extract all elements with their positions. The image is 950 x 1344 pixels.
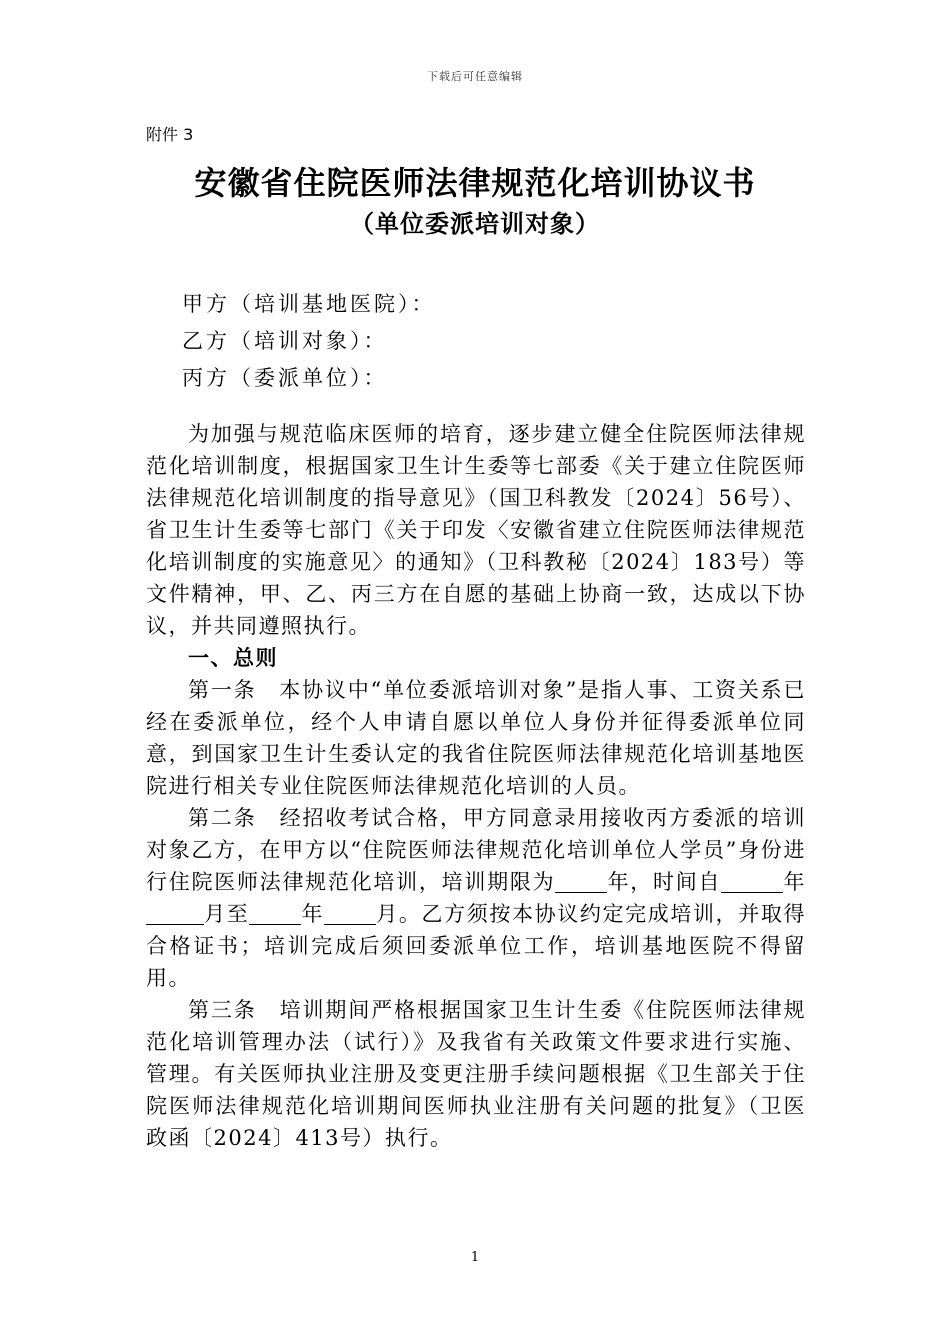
party-a-line: 甲方（培训基地医院）：	[182, 292, 436, 316]
party-b-line: 乙方（培训对象）：	[182, 329, 388, 353]
training-years-blank[interactable]	[555, 870, 607, 893]
article-2	[146, 802, 806, 994]
section-heading-general: 一、总则	[188, 646, 278, 670]
start-year-blank[interactable]	[721, 870, 783, 893]
start-month-blank[interactable]	[146, 902, 204, 925]
party-c-line: 丙方（委派单位）：	[182, 366, 388, 390]
intro-paragraph: 为加强与规范临床医师的培育，逐步建立健全住院医师法律规范化培训制度，根据国家卫生计生委等七部委《关于建立住院医师法律规范化培训制度的指导意见》（国卫科教发〔2024〕56号）、省卫生计生委等七部门《关于印发〈安徽省建立住院医师法律规范化培训制度的实施意见〉的通知》（卫科教秘〔2024〕183号）等文件精神，甲、乙、丙三方在自愿的基础上协商一致，达成以下协议，并共同遵照执行。	[146, 422, 806, 638]
document-subtitle: （单位委派培训对象）	[350, 209, 600, 238]
page-number: 1	[470, 1250, 480, 1265]
article-1: 第一条 本协议中“单位委派培训对象”是指人事、工资关系已经在委派单位，经个人申请自愿以单位人身份并征得委派单位同意，到国家卫生计生委认定的我省住院医师法律规范化培训基地医院进行相关专业住院医师法律规范化培训的人员。	[146, 678, 806, 798]
end-year-blank[interactable]	[249, 902, 301, 925]
article-3: 第三条 培训期间严格根据国家卫生计生委《住院医师法律规范化培训管理办法（试行）》及我省有关政策文件要求进行实施、管理。有关医师执业注册及变更注册手续问题根据《卫生部关于住院医师法律规范化培训期间医师执业注册有关问题的批复》（卫医政函〔2024〕413号）执行。	[146, 998, 806, 1150]
article-2-year-unit: 年，时间自	[607, 870, 722, 894]
agreement-body	[146, 418, 806, 1154]
header-note: 下载后可任意编辑	[427, 70, 523, 83]
article-2-year-word: 年	[783, 870, 807, 894]
article-2-year-word-2: 年	[301, 902, 325, 926]
article-2-text-1: 第二条 经招收考试合格，甲方同意录用接收丙方委派的培训对象乙方，在甲方以“住院医师法律规范化培训单位人学员”身份进行住院医师法律规范化培训，培训期限为	[146, 806, 806, 894]
article-2-month-to: 月至	[204, 902, 250, 926]
article-2-text-2: 乙方须按本协议约定完成培训，并取得合格证书；培训完成后须回委派单位工作，培训基地医院不得留用。	[146, 902, 806, 990]
end-month-blank[interactable]	[324, 902, 376, 925]
attachment-label: 附件 3	[146, 125, 194, 144]
document-title: 安徽省住院医师法律规范化培训协议书	[194, 164, 756, 202]
article-2-month-end: 月。	[376, 902, 422, 926]
